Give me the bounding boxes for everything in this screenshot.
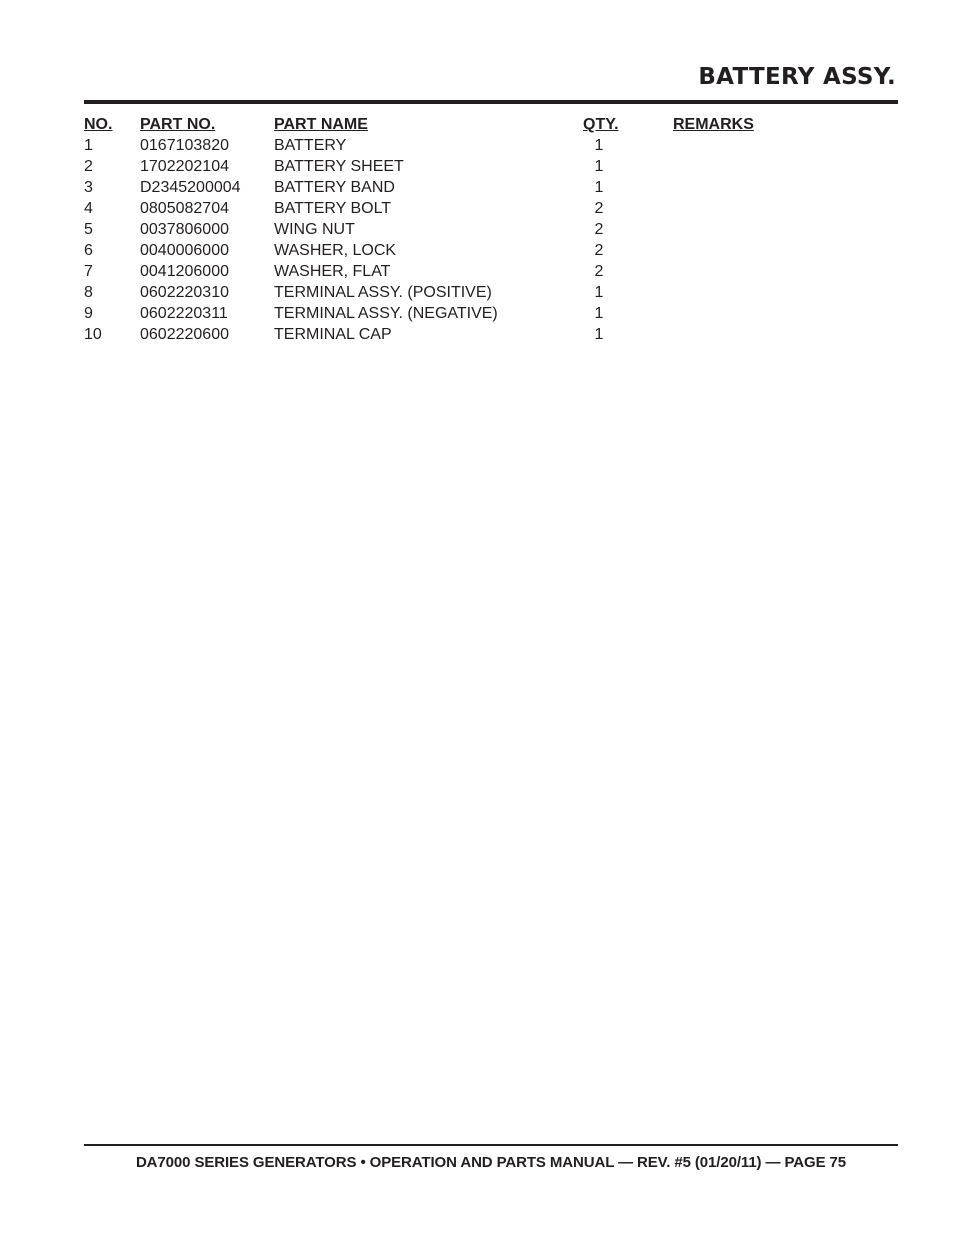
row-qty: 2 <box>594 263 604 280</box>
row-qty: 2 <box>594 221 604 238</box>
row-part-name: WASHER, FLAT <box>274 263 391 280</box>
row-qty: 1 <box>594 305 604 322</box>
row-qty: 1 <box>594 158 604 175</box>
column-header-part-no: PART NO. <box>140 116 216 133</box>
table-row <box>84 240 898 261</box>
column-header-qty: QTY. <box>583 116 619 133</box>
row-qty: 1 <box>594 137 604 154</box>
row-part-name: TERMINAL ASSY. (POSITIVE) <box>274 284 492 301</box>
row-part-no: 0167103820 <box>140 137 229 154</box>
table-row <box>84 135 898 156</box>
row-qty: 2 <box>594 200 604 217</box>
row-no: 3 <box>84 179 93 196</box>
table-row <box>84 219 898 240</box>
row-no: 10 <box>84 326 102 343</box>
column-header-remarks: REMARKS <box>673 116 754 133</box>
row-no: 8 <box>84 284 93 301</box>
title-divider <box>84 100 898 104</box>
table-row <box>84 324 898 345</box>
table-header-row <box>84 114 898 135</box>
row-part-name: BATTERY SHEET <box>274 158 404 175</box>
table-row <box>84 156 898 177</box>
column-header-part-name: PART NAME <box>274 116 368 133</box>
row-part-name: WING NUT <box>274 221 355 238</box>
row-qty: 1 <box>594 284 604 301</box>
row-part-name: BATTERY BAND <box>274 179 395 196</box>
row-part-no: 0805082704 <box>140 200 229 217</box>
row-no: 9 <box>84 305 93 322</box>
table-row <box>84 198 898 219</box>
row-no: 6 <box>84 242 93 259</box>
row-part-no: 0602220600 <box>140 326 229 343</box>
row-part-name: BATTERY <box>274 137 347 154</box>
row-part-name: BATTERY BOLT <box>274 200 392 217</box>
row-no: 4 <box>84 200 93 217</box>
table-body <box>84 135 898 345</box>
table-row <box>84 177 898 198</box>
table-row <box>84 303 898 324</box>
page-title: BATTERY ASSY. <box>698 64 896 90</box>
footer-text: DA7000 SERIES GENERATORS • OPERATION AND PARTS MANUAL — REV. #5 (01/20/11) — PAGE 75 <box>135 1154 847 1171</box>
row-part-name: TERMINAL ASSY. (NEGATIVE) <box>274 305 498 322</box>
footer-divider <box>84 1144 898 1146</box>
row-qty: 2 <box>594 242 604 259</box>
table-row <box>84 282 898 303</box>
column-header-no: NO. <box>84 116 113 133</box>
row-part-no: 0602220311 <box>140 305 228 322</box>
parts-table <box>84 114 898 345</box>
row-part-no: 0040006000 <box>140 242 229 259</box>
row-part-no: 0041206000 <box>140 263 229 280</box>
row-no: 5 <box>84 221 93 238</box>
row-no: 2 <box>84 158 93 175</box>
row-qty: 1 <box>594 179 604 196</box>
row-part-no: 0602220310 <box>140 284 229 301</box>
table-row <box>84 261 898 282</box>
row-part-no: 0037806000 <box>140 221 229 238</box>
row-part-no: 1702202104 <box>140 158 229 175</box>
row-part-name: WASHER, LOCK <box>274 242 397 259</box>
row-no: 7 <box>84 263 93 280</box>
row-no: 1 <box>84 137 93 154</box>
row-qty: 1 <box>594 326 604 343</box>
row-part-no: D2345200004 <box>140 179 241 196</box>
row-part-name: TERMINAL CAP <box>274 326 392 343</box>
